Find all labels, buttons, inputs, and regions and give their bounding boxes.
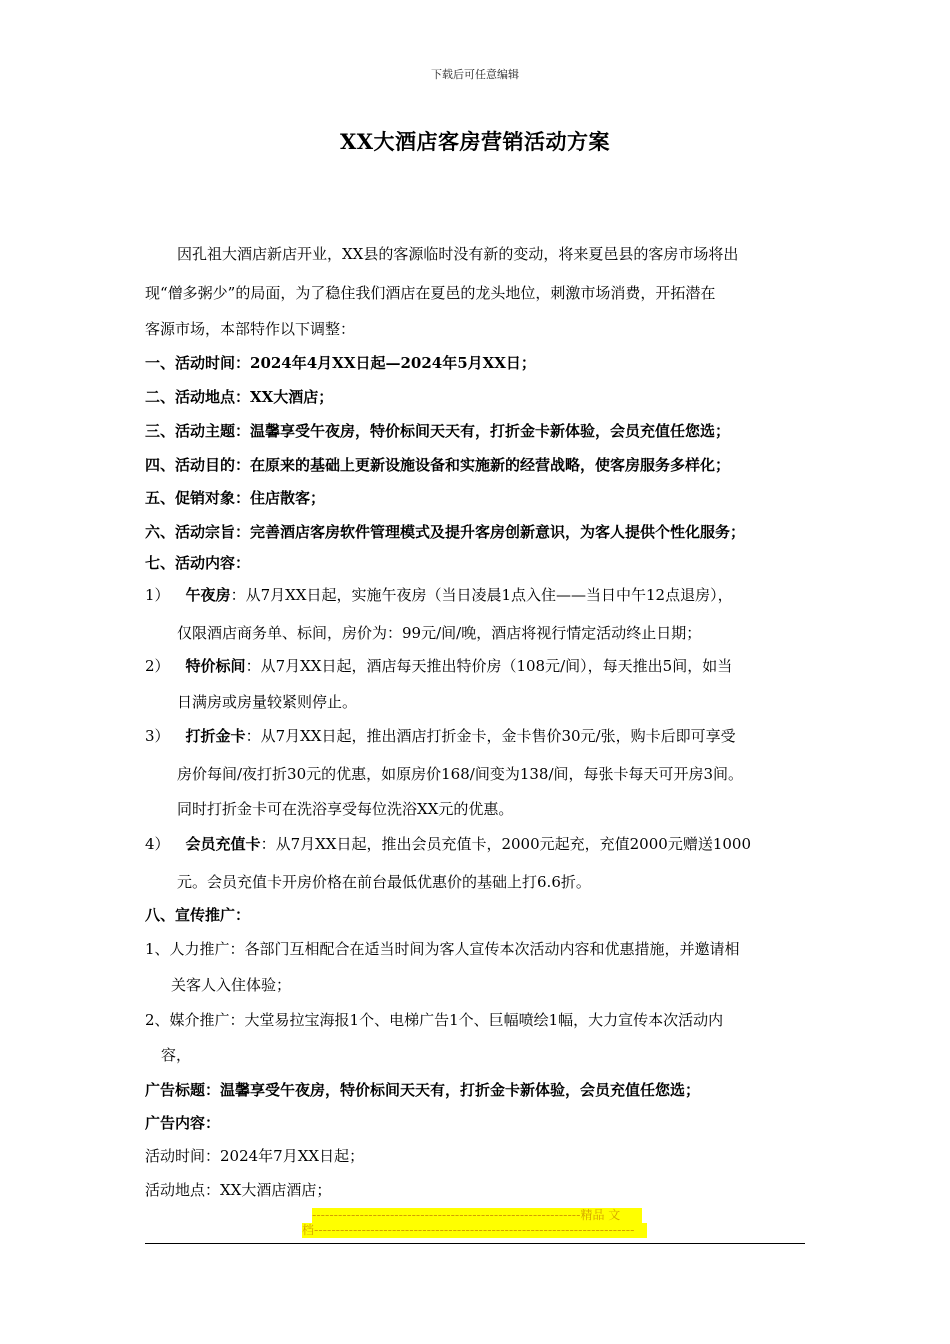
ad-title: 广告标题：温馨享受午夜房，特价标间天天有，打折金卡新体验，会员充值任您选； (145, 1081, 701, 1099)
promo-media-cont: 容， (161, 1046, 192, 1064)
item-continuation: 仅限酒店商务单、标间，房价为：99元/间/晚，酒店将视行情定活动终止日期； (177, 624, 702, 642)
item-label: 午夜房 (185, 586, 231, 604)
section-activity-theme: 三、活动主题：温馨享受午夜房，特价标间天天有，打折金卡新体验，会员充值任您选； (145, 422, 731, 440)
ad-content-label: 广告内容： (145, 1114, 221, 1132)
item-text: ：从7月XX日起，酒店每天推出特价房（108元/间），每天推出5间，如当 (245, 657, 733, 675)
item-continuation: 元。会员充值卡开房价格在前台最低优惠价的基础上打6.6折。 (177, 873, 591, 891)
item-continuation: 日满房或房量较紧则停止。 (177, 693, 358, 711)
intro-line-1: 因孔祖大酒店新店开业，XX县的客源临时没有新的变动，将来夏邑县的客房市场将出 (177, 245, 739, 263)
footer-watermark (302, 1208, 647, 1238)
header-note: 下载后可任意编辑 (431, 68, 519, 81)
promo-media: 2、媒介推广：大堂易拉宝海报1个、电梯广告1个、巨幅喷绘1幅，大力宣传本次活动内 (145, 1011, 724, 1029)
item-label: 会员充值卡 (185, 835, 261, 853)
section-activity-place: 二、活动地点：XX大酒店； (145, 388, 334, 406)
intro-line-2: 现“僧多粥少”的局面，为了稳住我们酒店在夏邑的龙头地位，刺激市场消费，开拓潜在 (145, 284, 716, 302)
item-continuation: 同时打折金卡可在洗浴享受每位洗浴XX元的优惠。 (177, 800, 514, 818)
item-text: ：从7月XX日起，实施午夜房（当日凌晨1点入住——当日中午12点退房）， (230, 586, 733, 604)
ad-place: 活动地点：XX大酒店酒店； (145, 1181, 332, 1199)
list-item (145, 655, 732, 677)
item-text: ：从7月XX日起，推出会员充值卡，2000元起充，充值2000元赠送1000 (260, 835, 751, 853)
item-label: 特价标间 (185, 657, 246, 675)
ad-time: 活动时间：2024年7月XX日起； (145, 1147, 365, 1165)
footer-rule (145, 1243, 805, 1244)
promo-manpower: 1、人力推广：各部门互相配合在适当时间为客人宣传本次活动内容和优惠措施，并邀请相 (145, 940, 740, 958)
section-promotion: 八、宣传推广： (145, 906, 251, 924)
item-number: 2） (145, 657, 170, 675)
document-title: XX大酒店客房营销活动方案 (339, 129, 611, 154)
list-item (145, 584, 733, 606)
item-continuation: 房价每间/夜打折30元的优惠，如原房价168/间变为138/间，每张卡每天可开房3间。 (177, 765, 744, 783)
item-label: 打折金卡 (185, 727, 246, 745)
section-promo-target: 五、促销对象：住店散客； (145, 489, 326, 507)
item-number: 1） (145, 586, 170, 604)
section-activity-tenet: 六、活动宗旨：完善酒店客房软件管理模式及提升客房创新意识，为客人提供个性化服务； (145, 523, 746, 541)
section-activity-content: 七、活动内容： (145, 554, 251, 572)
item-number: 3） (145, 727, 170, 745)
item-text: ：从7月XX日起，推出酒店打折金卡，金卡售价30元/张，购卡后即可享受 (245, 727, 736, 745)
list-item (145, 833, 751, 855)
promo-manpower-cont: 关客人入住体验； (171, 976, 292, 994)
list-item (145, 725, 736, 747)
intro-line-3: 客源市场，本部特作以下调整： (145, 320, 356, 338)
item-number: 4） (145, 835, 170, 853)
section-activity-time: 一、活动时间：2024年4月XX日起—2024年5月XX日； (145, 354, 536, 372)
footer-line-1: --------------------------------------------------------------精品 文 (312, 1208, 642, 1223)
footer-line-2: 档-------------------------------------------------------------------------- (302, 1223, 647, 1238)
section-activity-purpose: 四、活动目的：在原来的基础上更新设施设备和实施新的经营战略，使客房服务多样化； (145, 456, 731, 474)
